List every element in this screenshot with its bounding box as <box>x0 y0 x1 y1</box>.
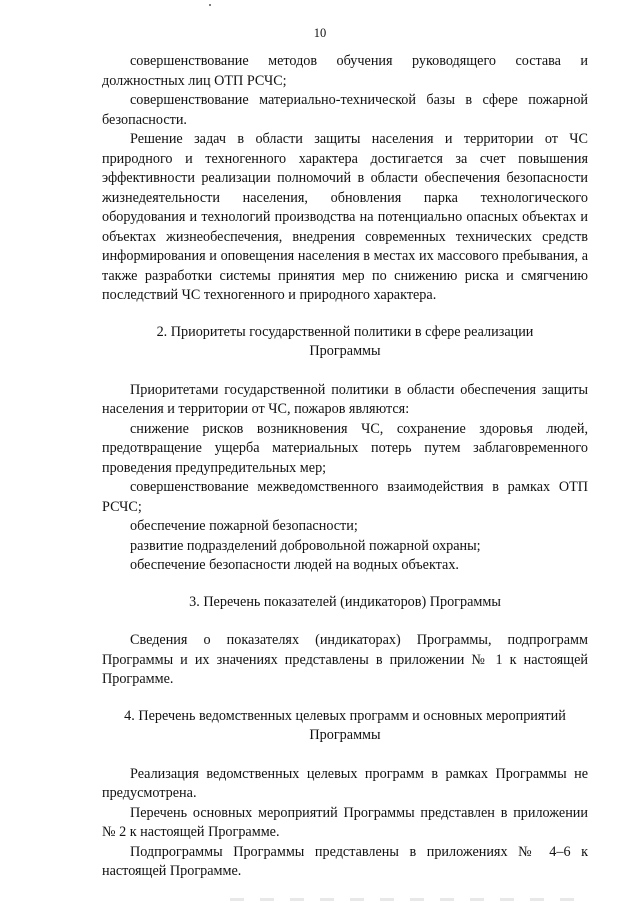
list-item: совершенствование межведомственного взаимодействия в рамках ОТП РСЧС; <box>102 479 588 515</box>
section-2-body <box>102 381 588 576</box>
section-4-heading <box>102 707 588 746</box>
section-heading-line: 2. Приоритеты государственной политики в сфере реализации <box>156 323 534 340</box>
section-2-heading <box>102 323 588 362</box>
paragraph: Перечень основных мероприятий Программы представлен в приложении № 2 к настоящей Программе. <box>102 804 588 840</box>
section-3-heading <box>102 593 588 613</box>
list-item: совершенствование методов обучения руководящего состава и должностных лиц ОТП РСЧС; <box>102 53 588 89</box>
list-item: снижение рисков возникновения ЧС, сохранение здоровья людей, предотвращение ущерба материальных потерь путем заблаговременного проведения предупредительных мер; <box>102 420 588 476</box>
list-item: обеспечение пожарной безопасности; <box>130 518 358 534</box>
list-item: совершенствование материально-технической базы в сфере пожарной безопасности. <box>102 92 588 128</box>
paragraph: Решение задач в области защиты населения и территории от ЧС природного и техногенного характера достигается за счет повышения эффективности реализации полномочий в области обеспечения безопасности жизнедеятельности населения, обновления парка технологического оборудования и технологий производства на потенциально опасных объектах и объектах жизнеобеспечения, внедрения современных технических средств информирования и оповещения населения в местах их массового пребывания, а также разработки системы принятия мер по снижению риска и смягчению последствий ЧС техногенного и природного характера. <box>102 131 588 303</box>
paragraph: Реализация ведомственных целевых программ в рамках Программы не предусмотрена. <box>102 765 588 801</box>
section-heading-line: 4. Перечень ведомственных целевых программ и основных мероприятий <box>124 707 566 724</box>
paragraph: Приоритетами государственной политики в области обеспечения защиты населения и территории от ЧС, пожаров являются: <box>102 381 588 417</box>
list-item: развитие подразделений добровольной пожарной охраны; <box>130 537 481 554</box>
section-4-body <box>102 765 588 882</box>
section-heading-line: Программы <box>309 727 381 743</box>
scan-artifact <box>209 4 211 6</box>
scan-artifact <box>230 898 580 901</box>
document-body <box>102 52 588 882</box>
section-heading-line: 3. Перечень показателей (индикаторов) Программы <box>189 593 501 610</box>
paragraph: Подпрограммы Программы представлены в приложениях № 4–6 к настоящей Программе. <box>102 843 588 879</box>
paragraph: Сведения о показателях (индикаторах) Программы, подпрограмм Программы и их значениях представлены в приложении № 1 к настоящей Программе. <box>102 632 588 687</box>
section-heading-line: Программы <box>309 343 381 359</box>
page-number: 10 <box>313 26 327 40</box>
section-3-body <box>102 631 588 690</box>
list-item: обеспечение безопасности людей на водных объектах. <box>130 557 459 573</box>
